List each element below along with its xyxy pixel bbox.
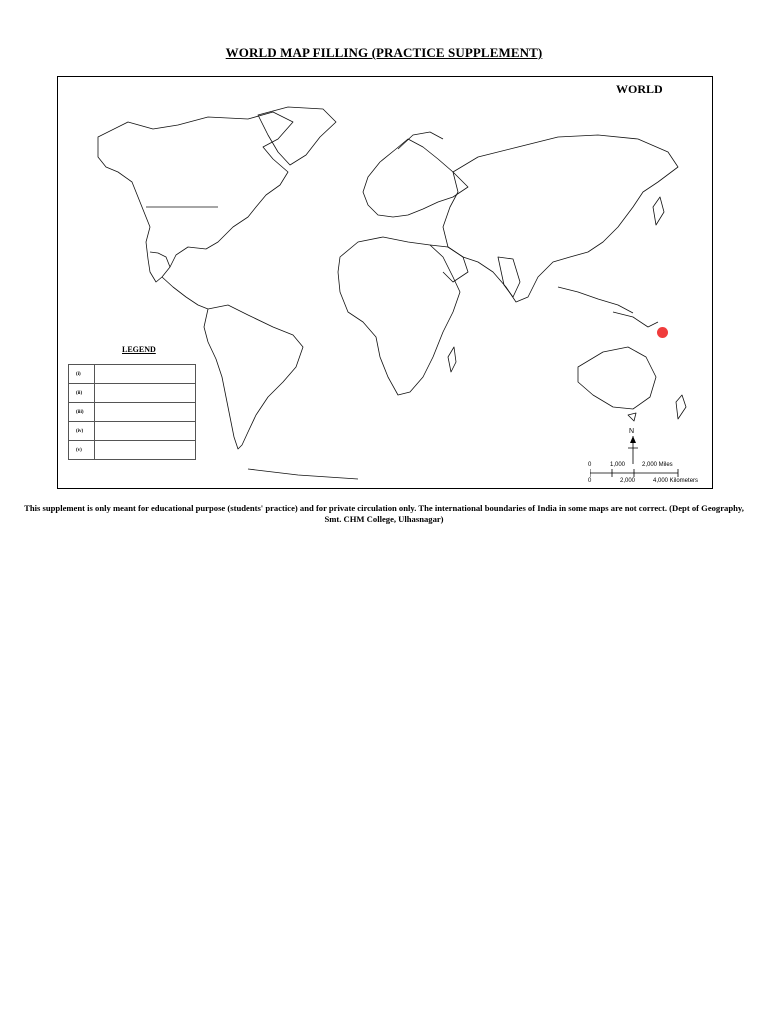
legend-table bbox=[68, 364, 196, 460]
map-label: WORLD bbox=[616, 82, 663, 96]
australia-outline bbox=[578, 347, 656, 409]
north-label: N bbox=[629, 428, 635, 435]
legend-row-number: (i) bbox=[69, 365, 95, 384]
legend-row bbox=[69, 441, 196, 460]
scale-miles-2: 2,000 Miles bbox=[642, 462, 673, 468]
legend-entry-blank bbox=[95, 422, 196, 441]
scale-km-0: 0 bbox=[588, 478, 592, 484]
scale-miles-0: 0 bbox=[588, 462, 592, 468]
greenland-outline bbox=[258, 107, 336, 165]
scale-miles-1: 1,000 bbox=[610, 462, 626, 468]
legend-row-number: (iv) bbox=[69, 422, 95, 441]
legend-row-number: (ii) bbox=[69, 384, 95, 403]
legend-entry-blank bbox=[95, 365, 196, 384]
footer-note: This supplement is only meant for educational purpose (students' practice) and for private circulation only. The international boundaries of India in some maps are not correct. (Dept of Geography, Smt. CHM College, Ulhasnagar) bbox=[24, 503, 744, 524]
legend-row-number: (iii) bbox=[69, 403, 95, 422]
legend-row bbox=[69, 384, 196, 403]
legend-row bbox=[69, 422, 196, 441]
legend-row bbox=[69, 403, 196, 422]
scale-km-1: 2,000 bbox=[620, 478, 636, 484]
legend-row-number: (v) bbox=[69, 441, 95, 460]
scale-km-2: 4,000 Kilometers bbox=[653, 478, 699, 484]
legend-entry-blank bbox=[95, 384, 196, 403]
north-arrow-icon bbox=[626, 436, 640, 466]
legend-title: LEGEND bbox=[122, 345, 156, 354]
legend-entry-blank bbox=[95, 441, 196, 460]
legend-row bbox=[69, 365, 196, 384]
legend-entry-blank bbox=[95, 403, 196, 422]
africa-outline bbox=[338, 237, 460, 395]
asia-outline bbox=[443, 135, 678, 302]
north-america-outline bbox=[98, 112, 293, 282]
europe-outline bbox=[363, 139, 468, 217]
location-marker bbox=[657, 327, 668, 338]
south-america-outline bbox=[204, 305, 303, 449]
page-title: WORLD MAP FILLING (PRACTICE SUPPLEMENT) bbox=[225, 45, 543, 60]
